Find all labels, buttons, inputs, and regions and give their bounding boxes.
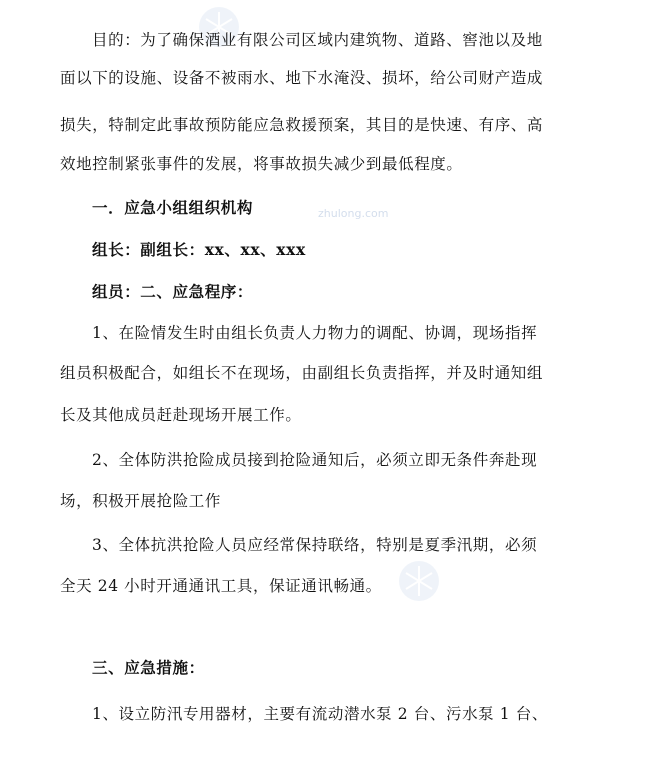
section-heading-3: 三、应急措施：: [92, 658, 205, 677]
watermark-text: zhulong.com: [318, 207, 389, 220]
procedure-1-line-1: 1、在险情发生时由组长负责人力物力的调配、协调，现场指挥: [92, 324, 538, 342]
body-line-3: 损失，特制定此事故预防能应急救援预案，其目的是快速、有序、高: [60, 116, 544, 134]
procedure-3-line-1: 3、全体抗洪抢险人员应经常保持联络，特别是夏季汛期，必须: [92, 536, 538, 554]
procedure-2-line-1: 2、全体防洪抢险成员接到抢险通知后，必须立即无条件奔赴现: [92, 451, 538, 469]
measure-1-line-1: 1、设立防汛专用器材，主要有流动潜水泵 2 台、污水泵 1 台、: [92, 705, 548, 723]
procedure-1-line-3: 长及其他成员赶赴现场开展工作。: [60, 406, 302, 424]
body-line-1: 目的：为了确保酒业有限公司区域内建筑物、道路、窖池以及地: [92, 31, 543, 49]
snowflake-icon: [398, 560, 440, 602]
body-line-4: 效地控制紧张事件的发展，将事故损失减少到最低程度。: [60, 155, 463, 173]
procedure-2-line-2: 场，积极开展抢险工作: [60, 492, 222, 510]
procedure-3-line-2: 全天 24 小时开通通讯工具，保证通讯畅通。: [60, 577, 382, 595]
section-heading-1: 一．应急小组组织机构: [92, 198, 254, 217]
procedure-1-line-2: 组员积极配合，如组长不在现场，由副组长负责指挥，并及时通知组: [60, 364, 544, 382]
body-line-2: 面以下的设施、设备不被雨水、地下水淹没、损坏，给公司财产造成: [60, 69, 544, 87]
member-line: 组员：二、应急程序：: [92, 282, 254, 301]
leader-line: 组长：副组长：xx、xx、xxx: [92, 240, 306, 259]
